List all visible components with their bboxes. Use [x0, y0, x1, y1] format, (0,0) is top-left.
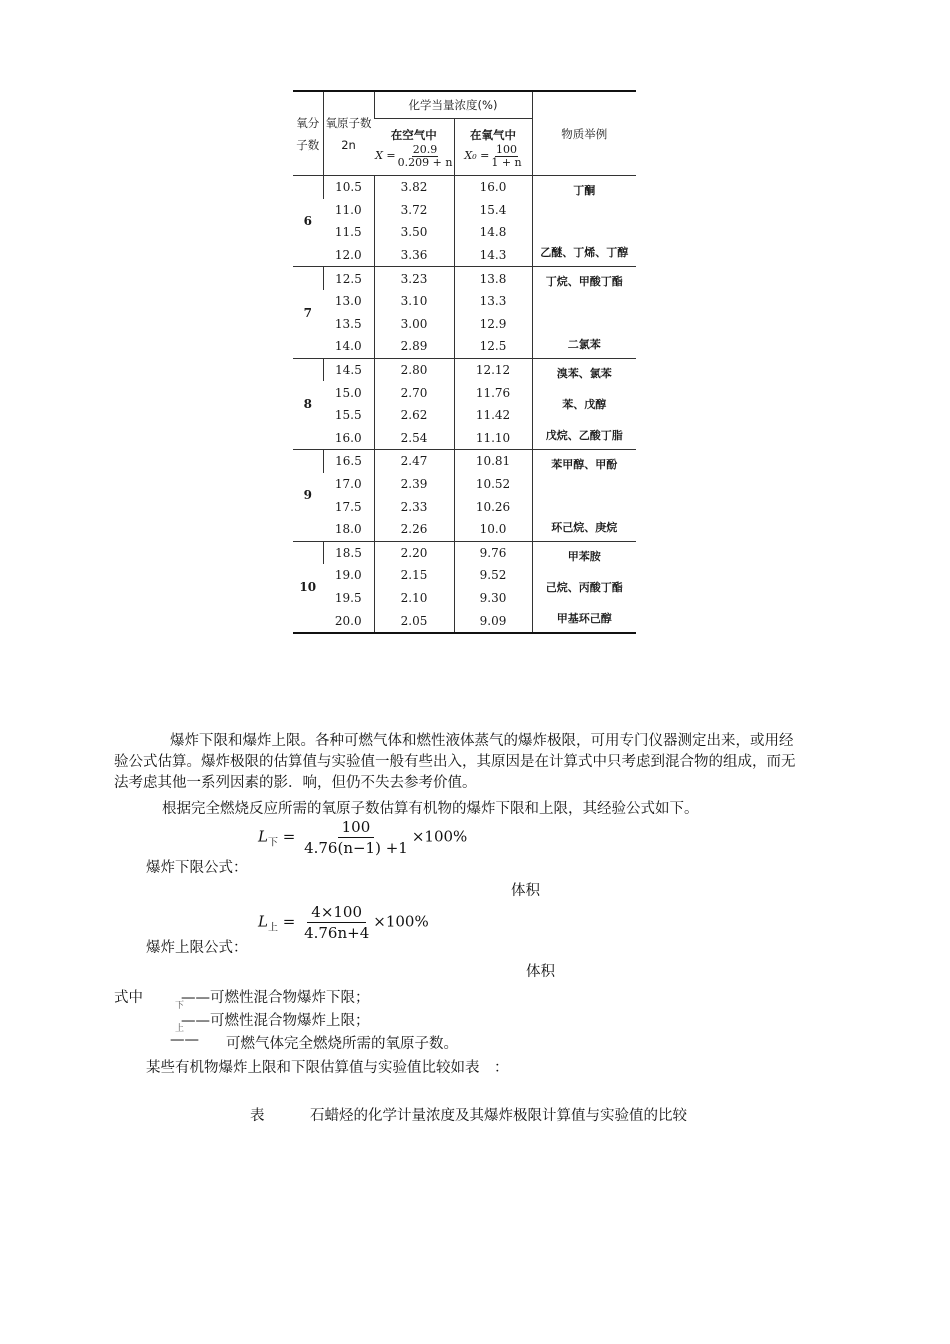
example-text: 乙醚、丁烯、丁醇	[540, 246, 629, 260]
cell-in-air: 2.39	[374, 473, 454, 496]
upper-lhs-sub: 上	[267, 922, 278, 934]
lower-num: 100	[338, 818, 375, 838]
example-text: 苯甲醇、甲酚	[551, 458, 618, 472]
upper-limit-formula: $L_上$ = $\frac{4\times 100}{4.76n+4}$ ×100%	[258, 903, 429, 942]
cell-in-air: 2.47	[374, 450, 454, 473]
example-text: 己烷、丙酸丁酯	[545, 580, 623, 594]
lower-lhs: L	[258, 827, 268, 846]
cell-in-oxygen: 9.76	[454, 541, 532, 564]
example-text: 丁烷、甲酸丁酯	[545, 275, 623, 289]
cell-oxygen-molecules: 8	[293, 358, 323, 449]
cell-in-oxygen: 15.4	[454, 199, 532, 222]
cell-in-air: 3.36	[374, 244, 454, 267]
cell-oxygen-atoms: 12.5	[323, 267, 374, 290]
table-row	[293, 541, 636, 564]
cell-oxygen-atoms: 20.0	[323, 609, 374, 633]
cell-in-oxygen: 10.52	[454, 473, 532, 496]
header-in-oxygen	[454, 119, 532, 176]
cell-in-air: 3.50	[374, 221, 454, 244]
cell-in-oxygen: 12.12	[454, 358, 532, 381]
cell-in-oxygen: 11.76	[454, 381, 532, 404]
def-n-dash: ——	[170, 1032, 199, 1048]
formula-in-oxygen-den: 1 + n	[491, 155, 522, 169]
cell-oxygen-atoms: 14.5	[323, 358, 374, 381]
cell-oxygen-molecules: 7	[293, 267, 323, 358]
table-row	[293, 358, 636, 381]
upper-limit-label: 爆炸上限公式：	[146, 940, 248, 956]
def-upper: ——可燃性混合物爆炸上限；	[181, 1013, 370, 1029]
cell-in-oxygen: 10.0	[454, 518, 532, 541]
cell-in-oxygen: 13.3	[454, 290, 532, 313]
header-in-air	[374, 119, 454, 176]
volume-unit-2: 体积	[526, 964, 555, 980]
table-row	[293, 176, 636, 199]
table-row	[293, 267, 636, 290]
formula-in-air-num: 20.9	[412, 142, 438, 156]
example-text: 苯、戊醇	[562, 397, 607, 411]
lower-limit-label: 爆炸下限公式：	[146, 860, 248, 876]
cell-oxygen-molecules: 10	[293, 541, 323, 633]
cell-in-oxygen: 14.8	[454, 221, 532, 244]
cell-in-oxygen: 16.0	[454, 176, 532, 199]
formula-in-air-lhs: X =	[375, 149, 396, 162]
lower-lhs-sub: 下	[267, 837, 278, 849]
example-text: 戊烷、乙酸丁脂	[545, 429, 623, 443]
upper-den: 4.76n+4	[304, 924, 370, 942]
cell-oxygen-atoms: 15.5	[334, 408, 362, 423]
example-text: 甲基环己醇	[556, 611, 612, 625]
cell-in-air: 2.05	[374, 609, 454, 633]
cell-in-air: 3.00	[374, 313, 454, 336]
lower-limit-formula: $L_下$ = $\frac{100}{4.76(n-1) +1}$ ×100%	[258, 818, 468, 857]
cell-oxygen-atoms: 10.5	[323, 176, 374, 199]
caption-label: 表	[250, 1108, 265, 1124]
cell-in-air: 2.15	[374, 564, 454, 587]
table-row	[293, 450, 636, 473]
formula-in-air	[375, 144, 452, 169]
cell-oxygen-molecules: 6	[293, 176, 323, 267]
cell-oxygen-atoms: 11.0	[334, 202, 362, 217]
formula-in-oxygen	[464, 144, 521, 169]
cell-in-oxygen: 11.10	[454, 427, 532, 450]
def-n: 可燃气体完全燃烧所需的氧原子数。	[226, 1036, 458, 1052]
cell-oxygen-molecules: 9	[293, 450, 323, 541]
cell-oxygen-atoms: 11.5	[334, 225, 362, 240]
cell-in-oxygen: 9.52	[454, 564, 532, 587]
upper-tail: ×100%	[373, 912, 429, 931]
cell-oxygen-atoms: 19.5	[334, 591, 362, 606]
formula-in-air-den: 0.209 + n	[397, 155, 453, 169]
example-text: 丁酮	[573, 184, 596, 197]
header-in-oxygen-label: 在氧气中	[470, 127, 516, 142]
cell-oxygen-atoms: 16.0	[323, 427, 374, 450]
cell-oxygen-atoms: 16.5	[323, 450, 374, 473]
upper-lhs: L	[258, 912, 268, 931]
compare-intro: 某些有机物爆炸上限和下限估算值与实验值比较如表 ：	[146, 1060, 509, 1076]
cell-in-air: 2.89	[374, 335, 454, 358]
cell-oxygen-atoms: 18.5	[323, 541, 374, 564]
header-oxygen-molecules: 氧分子数	[293, 91, 323, 176]
para1-line2: 验公式估算。爆炸极限的估算值与实验值一般有些出入，其原因是在计算式中只考虑到混合物的组成，而无	[114, 754, 796, 770]
example-text: 二氯苯	[567, 337, 601, 351]
cell-oxygen-atoms: 13.0	[334, 294, 362, 309]
formula-in-oxygen-num: 100	[495, 142, 517, 156]
cell-in-air: 3.23	[374, 267, 454, 290]
cell-oxygen-atoms: 12.0	[323, 244, 374, 267]
cell-in-oxygen: 9.09	[454, 609, 532, 633]
cell-in-oxygen: 14.3	[454, 244, 532, 267]
cell-oxygen-atoms: 14.0	[323, 335, 374, 358]
cell-in-air: 2.26	[374, 518, 454, 541]
cell-oxygen-atoms: 18.0	[323, 518, 374, 541]
cell-oxygen-atoms: 17.5	[334, 499, 362, 514]
cell-oxygen-atoms: 13.5	[334, 316, 362, 331]
cell-oxygen-atoms: 19.0	[334, 568, 362, 583]
where-label: 式中	[114, 990, 143, 1006]
cell-in-air: 2.54	[374, 427, 454, 450]
cell-in-air: 2.70	[374, 381, 454, 404]
cell-in-air: 2.20	[374, 541, 454, 564]
example-text: 甲苯胺	[567, 549, 601, 563]
para2: 根据完全燃烧反应所需的氧原子数估算有机物的爆炸下限和上限，其经验公式如下。	[162, 801, 699, 817]
cell-in-oxygen: 13.8	[454, 267, 532, 290]
def-upper-sub: 上	[175, 1024, 185, 1034]
cell-examples	[532, 541, 636, 633]
table-caption: 石蜡烃的化学计量浓度及其爆炸极限计算值与实验值的比较	[310, 1108, 687, 1124]
cell-in-air: 2.62	[374, 404, 454, 427]
lower-den: 4.76(n−1) +1	[304, 839, 408, 857]
cell-in-oxygen: 11.42	[454, 404, 532, 427]
stoichiometric-table	[293, 90, 636, 634]
def-lower-sub: 下	[175, 1001, 185, 1011]
cell-oxygen-atoms: 17.0	[334, 477, 362, 492]
formula-in-oxygen-lhs: X₀ =	[464, 149, 490, 162]
cell-in-oxygen: 10.26	[454, 495, 532, 518]
header-in-air-label: 在空气中	[390, 127, 437, 142]
header-examples: 物质举例	[532, 91, 636, 176]
cell-in-air: 3.10	[374, 290, 454, 313]
volume-unit-1: 体积	[511, 883, 540, 899]
cell-in-air: 3.72	[374, 199, 454, 222]
para1-line3: 法考虑其他一系列因素的影．响，但仍不失去参考价值。	[114, 775, 477, 791]
cell-oxygen-atoms: 15.0	[334, 385, 362, 400]
header-oxygen-atoms: 氧原子数2n	[323, 91, 374, 176]
def-lower: ——可燃性混合物爆炸下限；	[181, 990, 370, 1006]
cell-in-air: 2.80	[374, 358, 454, 381]
cell-examples	[532, 358, 636, 449]
cell-in-air: 2.10	[374, 587, 454, 610]
cell-examples	[532, 267, 636, 358]
upper-num: 4×100	[307, 903, 366, 923]
cell-in-oxygen: 10.81	[454, 450, 532, 473]
lower-tail: ×100%	[411, 827, 468, 846]
header-stoichiometric-concentration: 化学当量浓度(%)	[374, 91, 532, 119]
para1-line1: 爆炸下限和爆炸上限。各种可燃气体和燃性液体蒸气的爆炸极限，可用专门仪器测定出来，或用经	[170, 733, 794, 749]
cell-in-air: 2.33	[374, 495, 454, 518]
cell-in-air: 3.82	[374, 176, 454, 199]
cell-examples	[532, 450, 636, 541]
cell-examples	[532, 176, 636, 267]
example-text: 环己烷、庚烷	[551, 520, 618, 534]
cell-in-oxygen: 12.5	[454, 335, 532, 358]
example-text: 溴苯、氯苯	[556, 366, 612, 380]
cell-in-oxygen: 12.9	[454, 313, 532, 336]
cell-in-oxygen: 9.30	[454, 587, 532, 610]
